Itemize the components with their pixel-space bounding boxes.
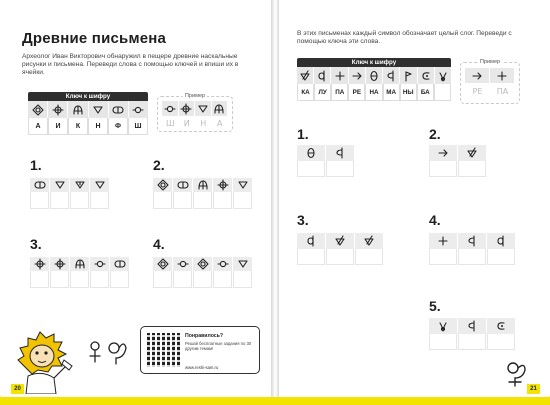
key-symbol-cell <box>400 67 417 84</box>
task-number: 3. <box>30 236 42 252</box>
cipher-key <box>297 58 451 101</box>
example-symbol-cell <box>179 101 196 116</box>
answer-cell[interactable] <box>173 271 192 288</box>
task-slot <box>173 178 192 209</box>
task-symbol <box>429 145 457 161</box>
key-value-cell: РЕ <box>348 84 365 101</box>
cipher-key-header: Ключ к шифру <box>297 58 451 67</box>
glyph-triangle-icon <box>95 180 105 190</box>
task-symbol <box>30 257 49 271</box>
task-symbol <box>458 233 486 249</box>
answer-cell[interactable] <box>326 161 354 177</box>
glyph-triangle-icon <box>55 180 65 190</box>
right-page <box>277 0 550 397</box>
key-value-cell: Н <box>88 118 108 135</box>
glyph-arch-icon <box>214 104 224 114</box>
answer-cell[interactable] <box>297 249 325 265</box>
book-spine <box>271 0 279 397</box>
answer-cell[interactable] <box>297 161 325 177</box>
glyph-diamond-circle-icon <box>198 259 208 269</box>
task-slot <box>90 257 109 288</box>
task-slot <box>70 178 89 209</box>
task-symbol <box>487 233 515 249</box>
glyph-gamma-icon <box>438 321 448 331</box>
answer-cell[interactable] <box>90 271 109 288</box>
task-symbol <box>173 178 192 192</box>
answer-cell[interactable] <box>213 192 232 209</box>
cipher-key-symbols <box>28 101 148 118</box>
answer-cell[interactable] <box>153 271 172 288</box>
cipher-key-header: Ключ к шифру <box>28 92 148 101</box>
example-box <box>157 93 233 132</box>
task-symbol <box>487 318 515 334</box>
example-answer-cell: РЕ <box>472 87 483 96</box>
glyph-gamma-icon <box>438 71 448 81</box>
task-symbol <box>193 178 212 192</box>
key-value-cell: К <box>68 118 88 135</box>
glyph-arch-icon <box>75 259 85 269</box>
glyph-rounded-rect-icon <box>178 180 188 190</box>
example-box <box>460 59 520 104</box>
task-3 <box>297 233 384 265</box>
key-symbol-cell <box>89 101 109 118</box>
answer-cell[interactable] <box>30 192 49 209</box>
answer-cell[interactable] <box>487 334 515 350</box>
glyph-arch-icon <box>198 180 208 190</box>
key-symbol-cell <box>349 67 366 84</box>
key-symbol-cell <box>68 101 88 118</box>
answer-cell[interactable] <box>153 192 172 209</box>
answer-cell[interactable] <box>233 271 252 288</box>
glyph-circle-x-icon <box>53 105 63 115</box>
answer-cell[interactable] <box>458 161 486 177</box>
task-slot <box>326 145 354 177</box>
answer-cell[interactable] <box>355 249 383 265</box>
task-slot <box>70 257 89 288</box>
task-slot <box>90 178 109 209</box>
task-slot <box>233 178 252 209</box>
glyph-circle-lines-icon <box>218 259 228 269</box>
key-symbol-cell <box>28 101 48 118</box>
glyph-triangle-icon <box>198 104 208 114</box>
cave-glyph-drawing <box>499 358 529 390</box>
glyph-circle-lines-icon <box>178 259 188 269</box>
task-slot <box>50 178 69 209</box>
promo-link[interactable]: www.reshi-sam.ru <box>185 365 219 370</box>
answer-cell[interactable] <box>326 249 354 265</box>
cipher-key-symbols <box>297 67 451 84</box>
glyph-c-dot-icon <box>496 321 506 331</box>
cipher-key <box>28 92 148 135</box>
task-symbol <box>297 145 325 161</box>
task-slot <box>355 233 383 265</box>
answer-cell[interactable] <box>233 192 252 209</box>
example-label: Пример <box>184 93 206 99</box>
task-slot <box>233 257 252 288</box>
task-symbol <box>326 145 354 161</box>
glyph-circle-x-icon <box>181 104 191 114</box>
task-2 <box>429 145 487 177</box>
key-symbol-cell <box>383 67 400 84</box>
task-slot <box>429 145 457 177</box>
task-symbol <box>50 257 69 271</box>
glyph-triangle-cross-icon <box>467 148 477 158</box>
task-symbol <box>70 178 89 192</box>
answer-cell[interactable] <box>30 271 49 288</box>
task-symbol <box>50 178 69 192</box>
example-answer-cell: Ш <box>165 119 175 128</box>
example-symbol-cell <box>490 68 515 83</box>
glyph-d-icon <box>306 236 316 246</box>
task-symbol <box>110 257 129 271</box>
answer-cell[interactable] <box>458 249 486 265</box>
answer-cell[interactable] <box>110 271 129 288</box>
glyph-diamond-circle-icon <box>158 259 168 269</box>
example-answer-cell: Н <box>200 119 207 128</box>
task-symbol <box>173 257 192 271</box>
glyph-plus-icon <box>497 71 507 81</box>
glyph-arrow-icon <box>472 71 482 81</box>
key-symbol-cell <box>109 101 129 118</box>
task-symbol <box>213 257 232 271</box>
glyph-triangle-icon <box>238 180 248 190</box>
promo-box <box>140 326 260 374</box>
task-number: 4. <box>153 236 165 252</box>
key-symbol-cell <box>129 101 148 118</box>
task-slot <box>213 178 232 209</box>
key-value-cell: ПА <box>331 84 348 101</box>
key-value-cell: ЛУ <box>314 84 331 101</box>
glyph-circle-x-icon <box>55 259 65 269</box>
glyph-c-dot-icon <box>421 71 431 81</box>
glyph-circle-lines-icon <box>133 105 143 115</box>
key-value-cell <box>434 84 451 101</box>
promo-text: Решай бесплатные задания по 30 другим темам! <box>185 341 252 352</box>
task-symbol <box>297 233 325 249</box>
glyph-circle-lines-icon <box>95 259 105 269</box>
answer-cell[interactable] <box>429 334 457 350</box>
key-value-cell: КА <box>297 84 314 101</box>
key-symbol-cell <box>314 67 331 84</box>
task-symbol <box>153 257 172 271</box>
example-symbol-cell <box>195 101 212 116</box>
key-value-cell: Ш <box>128 118 148 135</box>
glyph-hook-q-icon <box>335 148 345 158</box>
example-symbol-cell <box>465 68 490 83</box>
intro-text: В этих письменах каждый символ обозначает целый слог. Переведи с помощью ключа эти слова. <box>297 30 512 46</box>
glyph-flag-icon <box>403 71 413 81</box>
glyph-triangle-cross-icon <box>300 71 310 81</box>
glyph-diamond-circle-icon <box>158 180 168 190</box>
glyph-diamond-circle-icon <box>33 105 43 115</box>
answer-cell[interactable] <box>458 334 486 350</box>
task-slot <box>326 233 354 265</box>
key-value-cell: БА <box>417 84 434 101</box>
left-page <box>0 0 273 397</box>
key-symbol-cell <box>297 67 314 84</box>
task-symbol <box>458 318 486 334</box>
key-symbol-cell <box>366 67 383 84</box>
glyph-theta-icon <box>306 148 316 158</box>
task-number: 4. <box>429 212 441 228</box>
answer-cell[interactable] <box>50 271 69 288</box>
answer-cell[interactable] <box>193 192 212 209</box>
example-symbols <box>465 68 515 83</box>
example-symbol-cell <box>162 101 179 116</box>
task-slot <box>297 233 325 265</box>
glyph-triangle-cross-icon <box>335 236 345 246</box>
task-number: 1. <box>297 126 309 142</box>
glyph-plus-icon <box>335 71 345 81</box>
task-symbol <box>90 257 109 271</box>
task-slot <box>458 233 486 265</box>
task-4 <box>429 233 516 265</box>
task-symbol <box>213 178 232 192</box>
task-symbol <box>429 318 457 334</box>
glyph-rounded-rect-icon <box>115 259 125 269</box>
glyph-theta-icon <box>369 71 379 81</box>
answer-cell[interactable] <box>50 192 69 209</box>
task-slot <box>153 178 172 209</box>
qr-code[interactable] <box>147 333 181 367</box>
task-slot <box>153 257 172 288</box>
answer-cell[interactable] <box>487 249 515 265</box>
task-slot <box>30 178 49 209</box>
task-symbol <box>30 178 49 192</box>
task-3 <box>30 257 130 288</box>
key-symbol-cell <box>48 101 68 118</box>
glyph-arch-icon <box>73 105 83 115</box>
glyph-triangle-icon <box>93 105 103 115</box>
task-slot <box>429 318 457 350</box>
task-2 <box>153 178 253 209</box>
key-value-cell: А <box>28 118 48 135</box>
key-symbol-cell <box>418 67 435 84</box>
glyph-circle-x-icon <box>218 180 228 190</box>
glyph-arrow-icon <box>438 148 448 158</box>
task-symbol <box>326 233 354 249</box>
example-answer-cell: ПА <box>496 87 509 96</box>
task-slot <box>487 233 515 265</box>
task-slot <box>173 257 192 288</box>
task-symbol <box>233 257 252 271</box>
task-5 <box>429 318 516 350</box>
example-symbol-cell <box>212 101 229 116</box>
task-1 <box>297 145 355 177</box>
example-answers <box>162 116 228 131</box>
glyph-triangle-cross-icon <box>364 236 374 246</box>
key-value-cell: И <box>48 118 68 135</box>
task-number: 2. <box>153 157 165 173</box>
answer-cell[interactable] <box>173 192 192 209</box>
glyph-rounded-rect-icon <box>35 180 45 190</box>
task-slot <box>50 257 69 288</box>
task-slot <box>30 257 49 288</box>
answer-cell[interactable] <box>213 271 232 288</box>
answer-cell[interactable] <box>193 271 212 288</box>
task-slot <box>458 145 486 177</box>
glyph-arrow-icon <box>352 71 362 81</box>
cave-glyphs-drawing <box>86 336 130 366</box>
answer-cell[interactable] <box>429 249 457 265</box>
glyph-triangle-tick-icon <box>75 180 85 190</box>
task-number: 5. <box>429 298 441 314</box>
task-slot <box>458 318 486 350</box>
task-symbol <box>458 145 486 161</box>
task-slot <box>297 145 325 177</box>
glyph-circle-lines-icon <box>165 104 175 114</box>
glyph-hook-q-icon <box>467 321 477 331</box>
task-slot <box>213 257 232 288</box>
page-number-right: 21 <box>527 384 540 394</box>
key-value-cell: Ф <box>108 118 128 135</box>
task-symbol <box>70 257 89 271</box>
task-number: 1. <box>30 157 42 173</box>
task-number: 3. <box>297 212 309 228</box>
key-symbol-cell <box>331 67 348 84</box>
glyph-plus-icon <box>438 236 448 246</box>
intro-text: Археолог Иван Викторович обнаружил в пещере древние наскальные рисунки и письмена. Переведи слова с помощью ключей и впиши их в ячейки. <box>22 53 239 77</box>
cipher-key-syllables <box>297 84 451 101</box>
key-value-cell: НЫ <box>400 84 417 101</box>
task-4 <box>153 257 253 288</box>
task-number: 2. <box>429 126 441 142</box>
key-value-cell: НА <box>365 84 382 101</box>
task-symbol <box>429 233 457 249</box>
task-slot <box>110 257 129 288</box>
glyph-hook-q-icon <box>386 71 396 81</box>
task-slot <box>487 318 515 350</box>
key-symbol-cell <box>435 67 451 84</box>
task-slot <box>193 178 212 209</box>
glyph-rounded-rect-icon <box>113 105 123 115</box>
key-value-cell: МА <box>383 84 400 101</box>
answer-cell[interactable] <box>90 192 109 209</box>
example-answers <box>465 84 515 99</box>
example-label: Пример <box>479 59 501 65</box>
page-title: Древние письмена <box>22 30 167 47</box>
task-symbol <box>193 257 212 271</box>
example-symbols <box>162 101 228 116</box>
example-answer-cell: И <box>183 119 190 128</box>
answer-cell[interactable] <box>70 271 89 288</box>
task-symbol <box>355 233 383 249</box>
example-answer-cell: А <box>217 119 223 128</box>
task-symbol <box>90 178 109 192</box>
task-1 <box>30 178 110 209</box>
answer-cell[interactable] <box>70 192 89 209</box>
page-number-left: 20 <box>11 384 24 394</box>
glyph-triangle-icon <box>238 259 248 269</box>
task-slot <box>193 257 212 288</box>
cipher-key-letters <box>28 118 148 135</box>
glyph-hook-q-icon <box>467 236 477 246</box>
task-symbol <box>153 178 172 192</box>
task-slot <box>429 233 457 265</box>
glyph-circle-x-icon <box>35 259 45 269</box>
promo-title: Понравилось? <box>185 333 224 339</box>
glyph-d-icon <box>317 71 327 81</box>
glyph-d-icon <box>496 236 506 246</box>
answer-cell[interactable] <box>429 161 457 177</box>
task-symbol <box>233 178 252 192</box>
